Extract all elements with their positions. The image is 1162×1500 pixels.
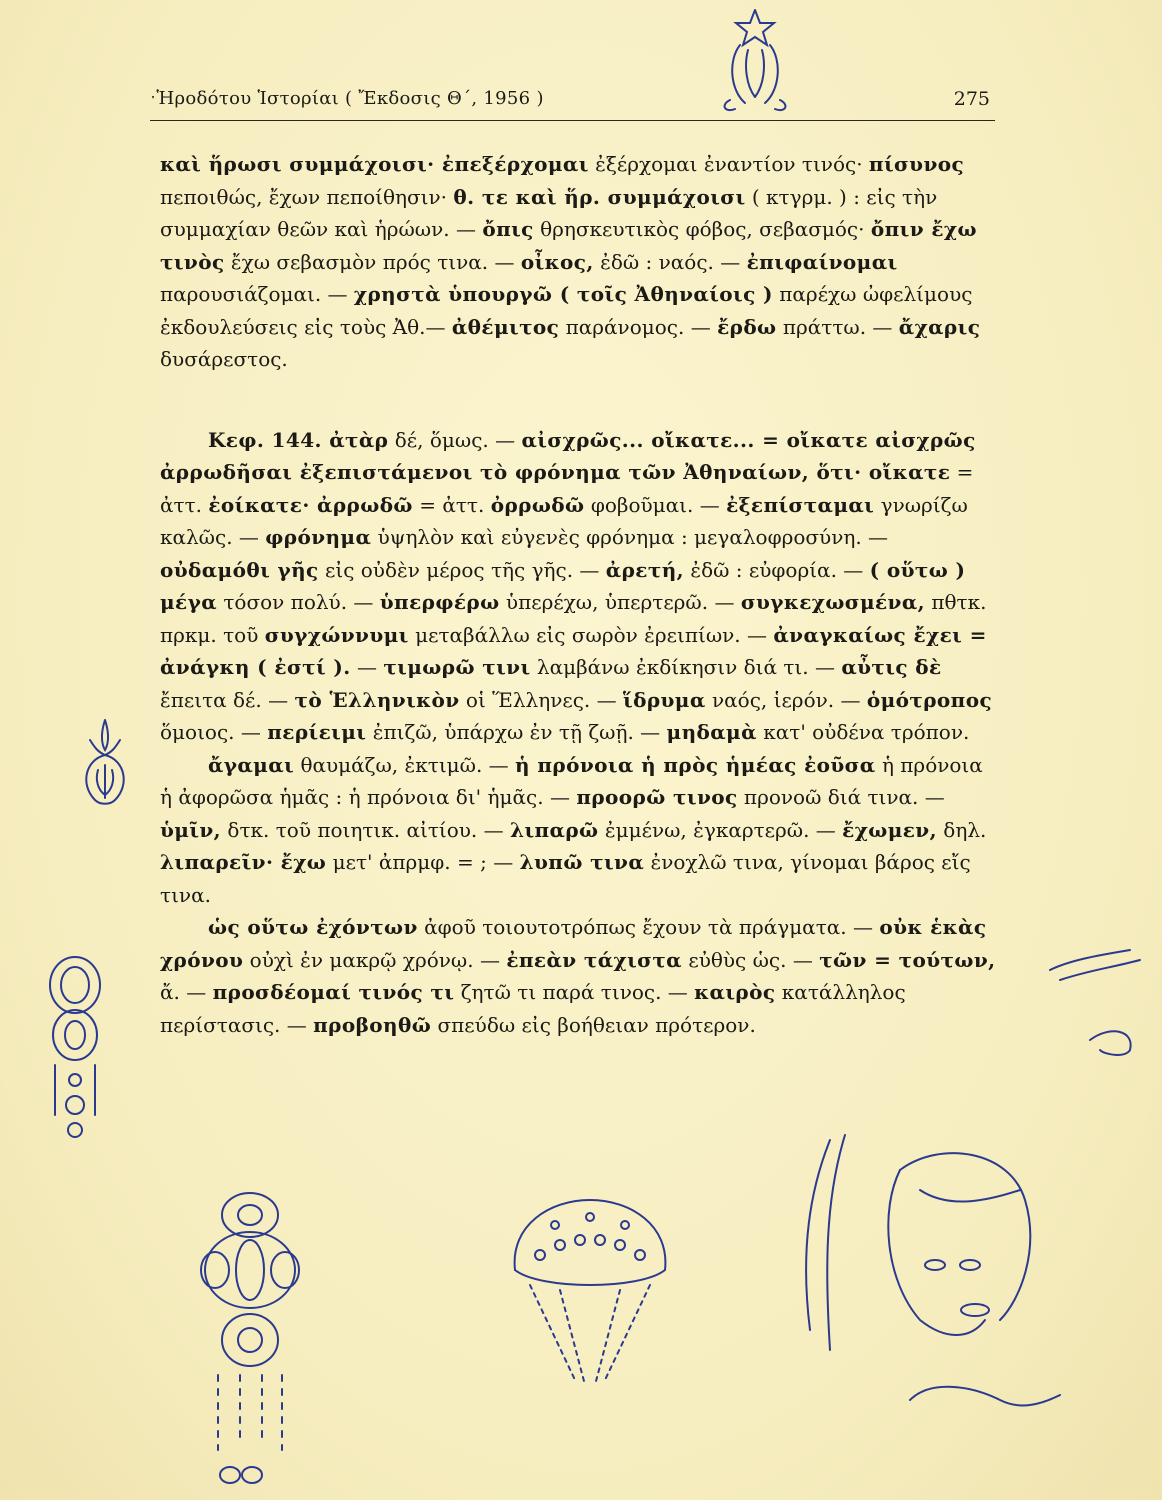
flower-ornament-doodle [70,710,140,820]
lemma-term: ( οὕτω ) μέγα [160,557,966,614]
gloss-text: θαυμάζω, ἐκτιμῶ. — [294,752,516,777]
gloss-text: εὐθὺς ὡς. — [681,947,820,972]
lemma-term: φρόνημα [265,525,372,549]
lemma-term: οἶκος, [520,249,594,274]
girl-face-doodle [770,1130,1090,1430]
gloss-text: πθτκ. πρκμ. τοῦ [160,590,987,647]
gloss-text: ἐξέρχομαι ἐναντίον τινός· [588,152,869,176]
gloss-text: δηλ. [936,817,987,842]
lemma-term: οὐκ ἑκὰς χρόνου [160,915,987,972]
earring-doodle [190,1190,310,1490]
lemma-term: προσδέομαί τινός τι [212,980,455,1004]
lemma-term: ἔχωμεν, [842,817,937,842]
lemma-term: λυπῶ τινα [519,850,645,874]
header-title: ˑἩροδότου Ἱστορίαι ( Ἔκδοσις Θ΄, 1956 ) [150,88,544,109]
gloss-text: ὑπερέχω, ὑπερτερῶ. — [499,590,741,614]
paragraph-chapter-144 [160,424,1000,749]
gloss-text: ζητῶ τι παρά τινος. — [454,980,695,1004]
gloss-text: ἡ πρόνοια ἡ ἀφορῶσα ἡμᾶς : ἡ πρόνοια δι' ἡμᾶς. — [160,752,983,809]
gloss-text: παρέχω ὠφελίμους ἐκδουλεύσεις εἰς τοὺς Ἀθ.— [160,282,973,339]
lemma-term: ὀρρωδῶ [490,492,585,517]
paragraph-glossary-1 [160,148,1000,376]
gloss-text: ἀφοῦ τοιουτοτρόπως ἔχουν τὰ πράγματα. — [417,915,880,939]
lemma-term: μηδαμὰ [666,720,757,744]
pendant-doodle [30,955,120,1155]
crown-monogram-doodle [700,5,810,120]
lemma-term: αἰσχρῶς... οἴκατε... = οἴκατε αἰσχρῶς ἀρρωδῆσαι ἐξεπιστάμενοι τὸ φρόνημα τῶν Ἀθηναίων, ὅτι· οἴκατε [160,427,976,484]
lemma-term: ἀναγκαίως ἔχει = ἀνάγκη ( ἐστί ). [160,622,987,679]
lemma-term: ἐοίκατε· ἀρρωδῶ [208,492,413,517]
gloss-text: δτκ. τοῦ ποιητικ. αἰτίου. — [221,817,511,842]
paragraph-glossary-4 [160,911,1000,1041]
gloss-text: ἄ. — [160,980,213,1004]
lemma-term: ἐξεπίσταμαι [726,492,875,517]
gloss-text: δυσάρεστος. [160,347,288,371]
gloss-text: προνοῶ διά τινα. — [737,785,945,809]
lemma-term: οὐδαμόθι γῆς [160,557,319,582]
gloss-text: κατάλληλος περίστασις. — [160,980,906,1037]
lemma-term: ἄγαμαι [208,752,295,777]
lemma-term: ἐπεὰν τάχιστα [506,947,682,972]
gloss-text: γνωρίζω καλῶς. — [160,492,968,549]
gloss-text: = ἀττ. [160,460,974,517]
gloss-text: ἐδῶ : εὐφορία. — [684,557,870,582]
chandelier-doodle [500,1195,680,1395]
lemma-term: ἐπιφαίνομαι [746,249,898,274]
lemma-term: ὑμῖν, [160,817,222,842]
gloss-text: ὑψηλὸν καὶ εὐγενὲς φρόνημα : μεγαλοφροσύνη. — [371,525,889,549]
gloss-text: οὐχὶ ἐν μακρῷ χρόνῳ. — [243,947,507,972]
lemma-term: Κεφ. 144. ἀτὰρ [208,427,389,452]
gloss-text: ( κτγρμ. ) : εἰς τὴν συμμαχίαν θεῶν καὶ ἡρώων. — [160,184,938,241]
lemma-term: λιπαρεῖν· ἔχω [160,850,327,874]
paragraph-glossary-3 [160,749,1000,912]
page-body [160,148,1000,1041]
gloss-text: ἔχω σεβασμὸν πρός τινα. — [224,249,521,274]
gloss-text: μετ' ἀπρμφ. = ; — [326,850,520,874]
lemma-term: χρηστὰ ὑπουργῶ ( τοῖς Ἀθηναίοις ) [353,282,773,306]
page-number: 275 [953,88,990,110]
lemma-term: πίσυνος [868,152,965,176]
gloss-text: λαμβάνω ἐκδίκησιν διά τι. — [530,655,842,679]
lemma-term: καὶ ἥρωσι συμμάχοισι· ἐπεξέρχομαι [160,152,589,176]
lemma-term: ἀρετή, [605,557,684,582]
gloss-text: ναός, ἱερόν. — [705,687,867,712]
gloss-text: πράττω. — [776,314,899,339]
lemma-term: συγκεχωσμένα, [740,590,925,614]
gloss-text: μεταβάλλω εἰς σωρὸν ἐρειπίων. — [408,622,774,647]
gloss-text: ὅμοιος. — [160,720,268,744]
lemma-term: τὸ Ἑλληνικὸν [294,687,460,712]
gloss-text: δέ, ὅμως. — [388,427,522,452]
gloss-text: ἐμμένω, ἐγκαρτερῶ. — [598,817,843,842]
lemma-term: προορῶ τινος [576,785,738,809]
lemma-term: ἄχαρις [898,314,981,339]
gloss-text: θρησκευτικὸς φόβος, σεβασμός· [533,217,871,241]
gloss-text: ἔπειτα δέ. — [160,687,295,712]
gloss-text: ἐδῶ : ναός. — [593,249,747,274]
lemma-term: ὄπις [482,217,534,241]
gloss-text: πεποιθώς, ἔχων πεποίθησιν· [160,184,454,209]
lemma-term: προβοηθῶ [313,1012,432,1037]
lemma-term: ὡς οὕτω ἐχόντων [208,915,418,939]
lemma-term: λιπαρῶ [510,817,599,842]
gloss-text: ἐνοχλῶ τινα, γίνομαι βάρος εἴς τινα. [160,850,971,907]
lemma-term: περίειμι [267,720,367,744]
gloss-text: παράνομος. — [559,314,718,339]
gloss-text: = ἀττ. [412,492,491,517]
lemma-term: ὑπερφέρω [379,590,500,614]
gloss-text: φοβοῦμαι. — [584,492,727,517]
gloss-text: τόσον πολύ. — [217,590,380,614]
lemma-term: τιμωρῶ τινι [383,655,531,679]
gloss-text: εἰς οὐδὲν μέρος τῆς γῆς. — [318,557,606,582]
lemma-term: τῶν = τούτων, [819,947,996,972]
gloss-text: παρουσιάζομαι. — [160,282,354,306]
gloss-text: ἐπιζῶ, ὑπάρχω ἐν τῇ ζωῇ. — [366,720,667,744]
lemma-term: συγχώννυμι [264,622,409,647]
lemma-term: ὁμότροπος [866,687,993,712]
gloss-text: κατ' οὐδένα τρόπον. [756,720,970,744]
lemma-term: ἵδρυμα [623,687,706,712]
gloss-text: σπεύδω εἰς βοήθειαν πρότερον. [431,1012,756,1037]
lemma-term: ὄπιν ἔχω τινὸς [160,217,977,274]
lemma-term: ἀθέμιτος [451,314,560,339]
gloss-text: — [350,655,384,679]
lemma-term: θ. τε καὶ ἥρ. συμμάχοισι [453,184,746,209]
lemma-term: ἔρδω [717,314,777,339]
margin-scribble-doodle [1030,940,1160,1080]
lemma-term: αὖτις δὲ [841,655,942,679]
lemma-term: καιρὸς [694,980,776,1004]
gloss-text: οἱ Ἕλληνες. — [459,687,623,712]
lemma-term: ἡ πρόνοια ἡ πρὸς ἡμέας ἐοῦσα [515,752,876,777]
running-header [150,84,995,121]
